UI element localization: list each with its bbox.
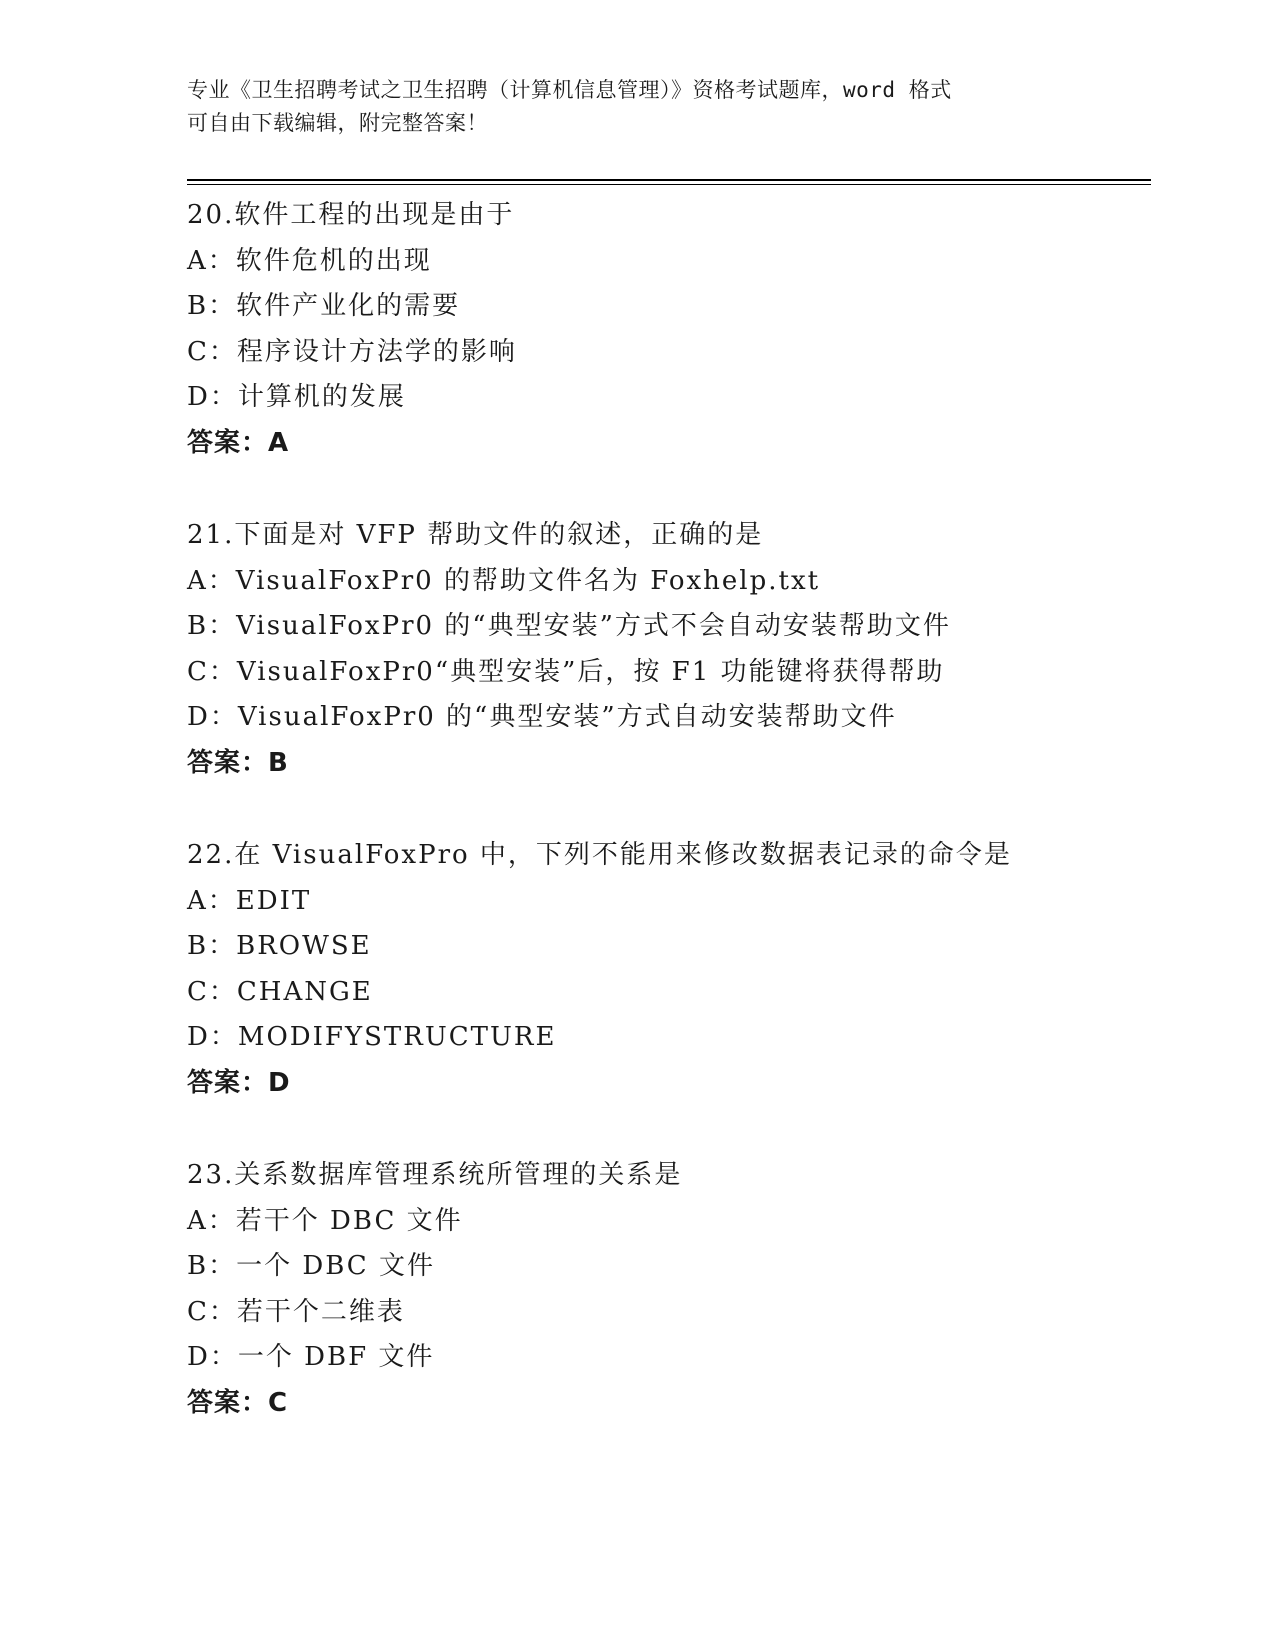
header-divider-thin <box>187 184 1151 185</box>
question-22 <box>187 833 1151 1106</box>
question-list <box>187 193 1151 1426</box>
question-23 <box>187 1153 1151 1426</box>
answer-label: 答案：B <box>187 747 289 778</box>
option-c: C：程序设计方法学的影响 <box>187 336 517 367</box>
option-a: A：软件危机的出现 <box>187 245 432 276</box>
option-b: B：BROWSE <box>187 931 372 961</box>
option-c: C：CHANGE <box>187 976 373 1007</box>
answer-label: 答案：C <box>187 1387 289 1418</box>
answer-label: 答案：A <box>187 427 290 458</box>
option-a: A：若干个 DBC 文件 <box>187 1205 463 1236</box>
answer-label: 答案：D <box>187 1067 291 1098</box>
option-d: D：VisualFoxPr0 的“典型安装”方式自动安装帮助文件 <box>187 702 897 732</box>
option-c: C：若干个二维表 <box>187 1296 405 1327</box>
option-c: C：VisualFoxPr0“典型安装”后，按 F1 功能键将获得帮助 <box>187 656 945 687</box>
question-stem: 20.软件工程的出现是由于 <box>187 200 515 230</box>
option-b: B：VisualFoxPr0 的“典型安装”方式不会自动安装帮助文件 <box>187 611 951 641</box>
question-21 <box>187 513 1151 786</box>
question-20 <box>187 193 1151 466</box>
question-stem: 23.关系数据库管理系统所管理的关系是 <box>187 1160 683 1190</box>
header-divider-thick <box>187 179 1151 181</box>
header-line-2: 可自由下载编辑，附完整答案！ <box>187 111 488 135</box>
option-d: D：一个 DBF 文件 <box>187 1342 435 1372</box>
option-a: A：VisualFoxPr0 的帮助文件名为 Foxhelp.txt <box>187 565 821 596</box>
option-b: B：软件产业化的需要 <box>187 291 461 321</box>
document-header <box>187 74 1067 140</box>
option-d: D：计算机的发展 <box>187 382 406 412</box>
option-b: B：一个 DBC 文件 <box>187 1251 435 1281</box>
option-a: A：EDIT <box>187 885 312 916</box>
question-stem: 22.在 VisualFoxPro 中，下列不能用来修改数据表记录的命令是 <box>187 840 1012 870</box>
question-stem: 21.下面是对 VFP 帮助文件的叙述，正确的是 <box>187 520 764 550</box>
header-line-1: 专业《卫生招聘考试之卫生招聘（计算机信息管理）》资格考试题库，word 格式 <box>187 78 952 102</box>
option-d: D：MODIFYSTRUCTURE <box>187 1022 557 1052</box>
